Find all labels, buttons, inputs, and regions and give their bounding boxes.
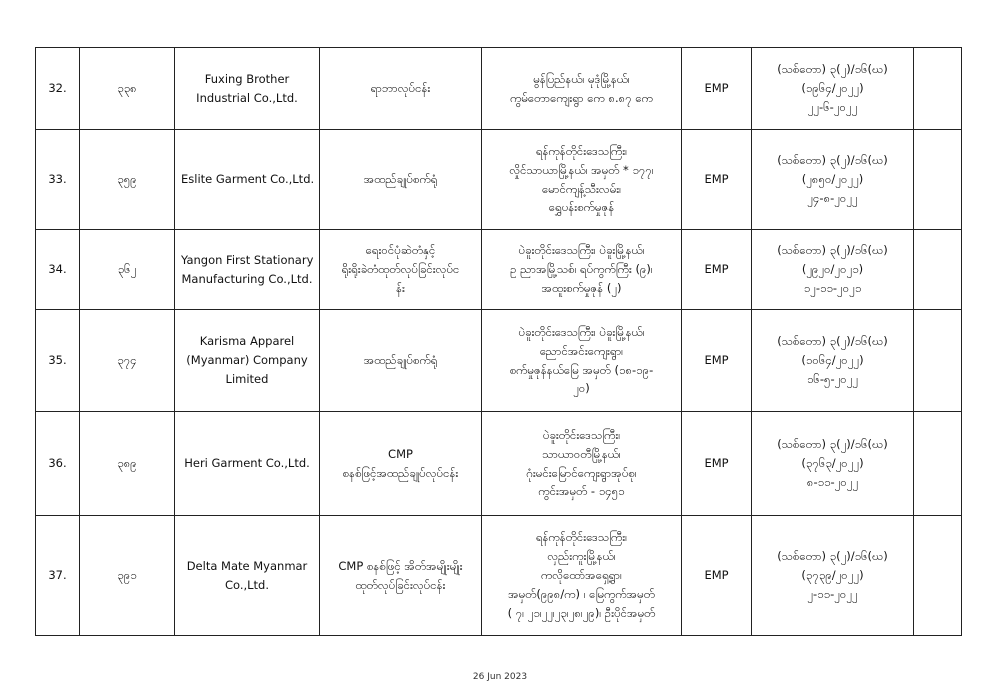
permit-reference (752, 48, 914, 130)
company-address-line: သာယာဝတီမြို့နယ်၊ (542, 446, 621, 461)
plan-type: EMP (682, 516, 752, 636)
row-number: 32. (36, 48, 80, 130)
company-name-line: Limited (225, 371, 269, 386)
permit-reference-line: ၂၄-၈-၂၀၂၂ (807, 190, 858, 205)
remarks-cell (914, 48, 962, 130)
business-type (320, 130, 482, 230)
permit-reference (752, 516, 914, 636)
company-name (175, 310, 320, 412)
company-address-line: ကလိုထော်အရှေ့ရွာ၊ (541, 568, 622, 583)
permit-reference-line: ၁၆-၅-၂၀၂၂ (806, 371, 859, 386)
company-address-line: အထူးစက်မှုဇုန် (၂) (541, 280, 622, 295)
permit-reference-line: ၈-၁၁-၂၀၂၂ (806, 474, 859, 489)
company-name-line: Delta Mate Myanmar (186, 558, 308, 573)
permit-reference-line: (သစ်တော) ၃(၂)/၁၆(ဃ) (777, 334, 888, 349)
row-number: 34. (36, 230, 80, 310)
table-row (36, 310, 962, 412)
business-type-line: ရာဘာလုပ်ငန်း (370, 81, 431, 96)
business-type-line: န်း (396, 280, 405, 295)
company-address-line: မွန်ပြည်နယ်၊ မုဒုံမြို့နယ်၊ (533, 71, 630, 86)
company-name (175, 230, 320, 310)
company-address-line: လှိုင်သာယာမြို့နယ်၊ အမှတ် * ၁၇၇၊ (509, 162, 654, 177)
company-address-line: ( ၇၊ ၂၁၊၂၂၊၂၃၊၂၈၊၂၉)၊ ဦးပိုင်အမှတ် (507, 605, 656, 620)
business-type (320, 48, 482, 130)
company-address (482, 230, 682, 310)
company-name-line: Fuxing Brother (204, 71, 290, 86)
table-row (36, 130, 962, 230)
table-row (36, 516, 962, 636)
remarks-cell (914, 230, 962, 310)
registry-number: ၃၇၄ (80, 310, 175, 412)
company-name-line: Co.,Ltd. (224, 577, 270, 592)
company-address-line: ပဲခူးတိုင်းဒေသကြီး၊ (542, 427, 621, 442)
business-type (320, 230, 482, 310)
permit-reference-line: (၃၇၃၉/၂၀၂၂) (801, 568, 864, 583)
permit-reference-line: (သစ်တော) ၃(၂)/၁၆(ဃ) (777, 549, 888, 564)
company-address-line: စက်မှုဇုန်နယ်မြေ အမှတ် (၁၈-၁၉- (509, 362, 654, 377)
row-number: 33. (36, 130, 80, 230)
row-number: 37. (36, 516, 80, 636)
company-address-line: မောင်ကျန့်သီးလမ်း၊ (541, 181, 622, 196)
permit-reference (752, 310, 914, 412)
registry-number: ၃၆၂ (80, 230, 175, 310)
company-address-line: ရန်ကုန်တိုင်းဒေသကြီး၊ (535, 530, 628, 545)
table-body (36, 48, 962, 636)
table-row (36, 412, 962, 516)
permit-reference-line: (၂၉၂၀/၂၀၂၁) (801, 262, 864, 277)
company-address-line: ရန်ကုန်တိုင်းဒေသကြီး၊ (535, 143, 628, 158)
remarks-cell (914, 516, 962, 636)
business-type (320, 412, 482, 516)
remarks-cell (914, 130, 962, 230)
company-name-line: Heri Garment Co.,Ltd. (184, 456, 310, 471)
business-type-line: CMP (388, 446, 413, 461)
company-address-line: ညောင်အင်းကျေးရွာ၊ (539, 343, 624, 358)
plan-type: EMP (682, 412, 752, 516)
permit-reference-line: ၂၂-၆-၂၀၂၂ (807, 99, 858, 114)
permit-reference-line: (၁၉၆၄/၂၀၂၂) (801, 81, 864, 96)
permit-reference-line: (၂၈၅၀/၂၀၂၂) (801, 172, 864, 187)
permit-reference-line: ၂-၁၁-၂၀၂၂ (807, 586, 858, 601)
company-name-line: Industrial Co.,Ltd. (196, 90, 298, 105)
business-type-line: CMP စနစ်ဖြင့် အိတ်အမျိုးမျိုး (338, 558, 463, 573)
company-address (482, 516, 682, 636)
plan-type: EMP (682, 48, 752, 130)
company-address (482, 310, 682, 412)
company-name (175, 412, 320, 516)
company-address-line: ၂၀) (573, 381, 590, 396)
business-type-line: ရေးဝင်ပုံဆဲတံနှင့် (365, 243, 436, 258)
business-type-line: ရိုးရိုးခဲတံထုတ်လုပ်ခြင်းလုပ်င (341, 262, 460, 277)
plan-type: EMP (682, 310, 752, 412)
company-address (482, 130, 682, 230)
company-name-line: Eslite Garment Co.,Ltd. (181, 172, 315, 187)
company-address-line: ရွှေပန်းစက်မှုဇုန် (548, 200, 615, 215)
table-row (36, 48, 962, 130)
permit-reference-line: ၁၂-၁၁-၂၀၂၁ (803, 280, 862, 295)
company-address-line: ဂုံးမင်းမြောင်ကျေးရွာအုပ်စု၊ (526, 465, 637, 480)
remarks-cell (914, 412, 962, 516)
company-name (175, 130, 320, 230)
company-address-line: လှည်းကူးမြို့နယ်၊ (547, 549, 616, 564)
permit-reference-line: (သစ်တော) ၃(၂)/၁၆(ဃ) (777, 243, 888, 258)
business-type-line: အထည်ချုပ်စက်ရုံ (363, 172, 438, 187)
registry-table (35, 47, 962, 636)
company-name-line: (Myanmar) Company (186, 353, 308, 368)
permit-reference (752, 230, 914, 310)
company-address (482, 412, 682, 516)
company-address-line: ဥ ညာအမြို့သစ်၊ ရပ်ကွက်ကြီး (၉)၊ (510, 262, 653, 277)
company-address-line: ကွမ်တောကျေးရွာ ကေ ၈.၈၇ ကေ (510, 90, 653, 105)
business-type-line: ထုတ်လုပ်ခြင်းလုပ်ငန်း (355, 577, 446, 592)
registry-number: ၃၈၉ (80, 412, 175, 516)
permit-reference (752, 412, 914, 516)
company-address-line: ပဲခူးတိုင်းဒေသကြီး၊ ပဲခူးမြို့နယ်၊ (518, 243, 645, 258)
permit-reference-line: (သစ်တော) ၃(၂)/၁၆(ဃ) (777, 62, 888, 77)
registry-number: ၃၃၈ (80, 48, 175, 130)
company-name-line: Manufacturing Co.,Ltd. (181, 271, 313, 286)
business-type-line: အထည်ချုပ်စက်ရုံ (363, 353, 438, 368)
company-name (175, 48, 320, 130)
company-name (175, 516, 320, 636)
footer-date: 26 Jun 2023 (472, 672, 528, 682)
permit-reference-line: (သစ်တော) ၃(၂)/၁၆(ဃ) (777, 437, 888, 452)
company-address (482, 48, 682, 130)
permit-reference-line: (၃၇၆၃/၂၀၂၂) (801, 456, 864, 471)
registry-number: ၃၅၉ (80, 130, 175, 230)
plan-type: EMP (682, 230, 752, 310)
permit-reference-line: (သစ်တော) ၃(၂)/၁၆(ဃ) (777, 153, 888, 168)
permit-reference (752, 130, 914, 230)
table-row (36, 230, 962, 310)
registry-number: ၃၉၁ (80, 516, 175, 636)
permit-reference-line: (၁၀၆၄/၂၀၂၂) (801, 353, 864, 368)
company-name-line: Karisma Apparel (199, 334, 295, 349)
row-number: 36. (36, 412, 80, 516)
company-address-line: ကွင်းအမှတ် - ၁၄၅၁ (538, 484, 625, 499)
row-number: 35. (36, 310, 80, 412)
business-type (320, 310, 482, 412)
company-address-line: ပဲခူးတိုင်းဒေသကြီး၊ ပဲခူးမြို့နယ်၊ (518, 324, 645, 339)
plan-type: EMP (682, 130, 752, 230)
company-address-line: အမှတ်(၉၉၈/က) ၊ မြေကွက်အမှတ် (508, 586, 655, 601)
business-type-line: စနစ်ဖြင့်အထည်ချုပ်လုပ်ငန်း (342, 465, 459, 480)
company-name-line: Yangon First Stationary (181, 252, 314, 267)
business-type (320, 516, 482, 636)
remarks-cell (914, 310, 962, 412)
